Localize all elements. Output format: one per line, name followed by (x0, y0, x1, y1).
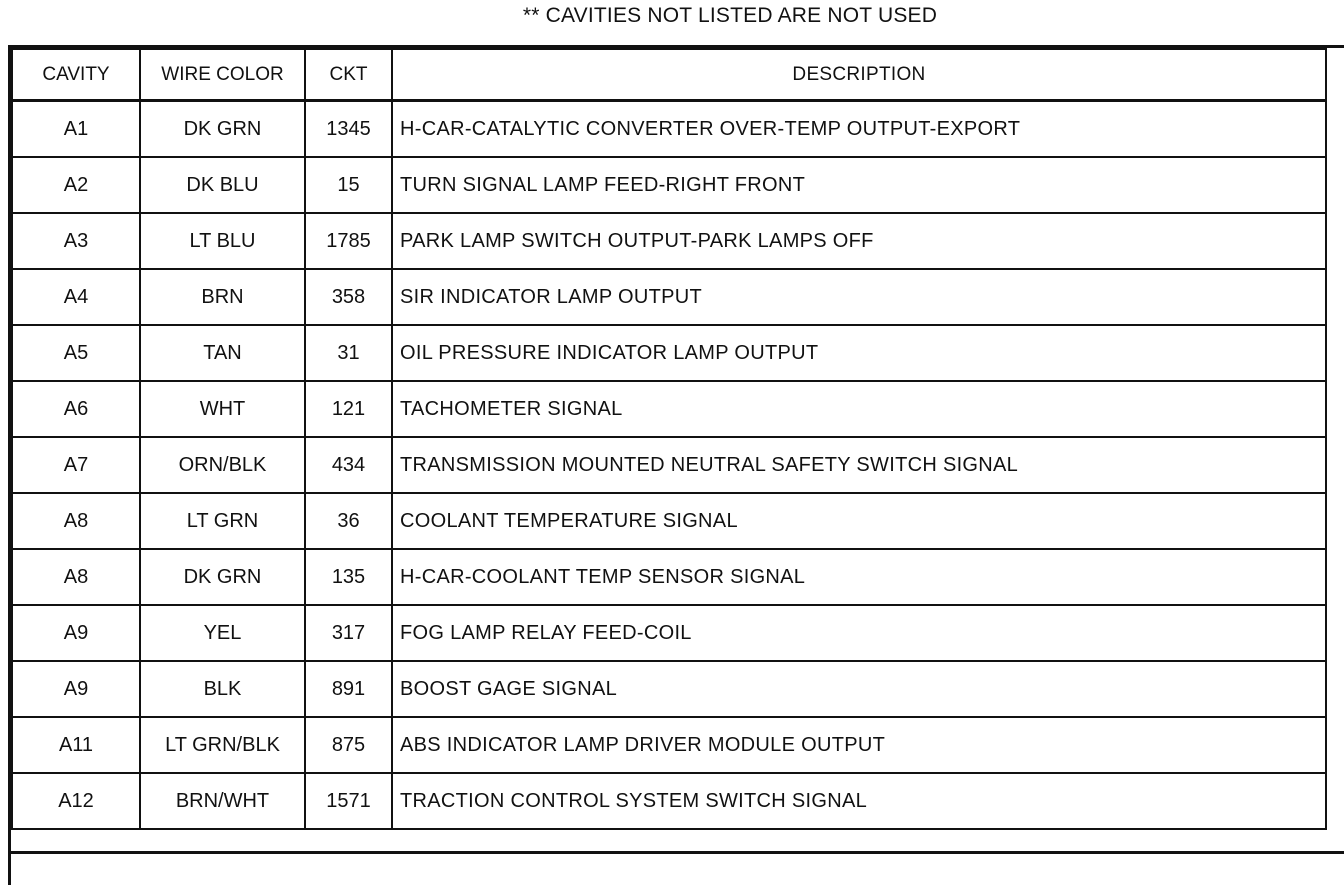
header-wire-color: WIRE COLOR (140, 49, 305, 101)
table-row (12, 381, 1326, 437)
cell-wire-color: DK GRN (140, 101, 305, 158)
header-description: DESCRIPTION (392, 49, 1326, 101)
cell-ckt: 1345 (305, 101, 392, 158)
cell-cavity: A1 (12, 101, 140, 158)
cell-cavity: A3 (12, 213, 140, 269)
cell-wire-color: BRN (140, 269, 305, 325)
table-row (12, 549, 1326, 605)
table-row (12, 101, 1326, 158)
cell-wire-color: YEL (140, 605, 305, 661)
cell-description: TURN SIGNAL LAMP FEED-RIGHT FRONT (392, 157, 1326, 213)
cell-cavity: A9 (12, 605, 140, 661)
cell-description: ABS INDICATOR LAMP DRIVER MODULE OUTPUT (392, 717, 1326, 773)
table-header-row (12, 49, 1326, 101)
cell-cavity: A11 (12, 717, 140, 773)
cell-wire-color: BLK (140, 661, 305, 717)
cell-ckt: 121 (305, 381, 392, 437)
cell-ckt: 31 (305, 325, 392, 381)
cell-wire-color: LT GRN (140, 493, 305, 549)
cell-ckt: 875 (305, 717, 392, 773)
cell-wire-color: DK BLU (140, 157, 305, 213)
table-row (12, 773, 1326, 829)
cell-description: TRANSMISSION MOUNTED NEUTRAL SAFETY SWITCH SIGNAL (392, 437, 1326, 493)
cell-ckt: 36 (305, 493, 392, 549)
cell-description: SIR INDICATOR LAMP OUTPUT (392, 269, 1326, 325)
cell-ckt: 135 (305, 549, 392, 605)
table-row (12, 605, 1326, 661)
cell-wire-color: WHT (140, 381, 305, 437)
cell-cavity: A7 (12, 437, 140, 493)
cell-description: FOG LAMP RELAY FEED-COIL (392, 605, 1326, 661)
cell-cavity: A8 (12, 549, 140, 605)
table-row (12, 493, 1326, 549)
cell-description: TRACTION CONTROL SYSTEM SWITCH SIGNAL (392, 773, 1326, 829)
cell-ckt: 891 (305, 661, 392, 717)
cell-description: BOOST GAGE SIGNAL (392, 661, 1326, 717)
cell-ckt: 434 (305, 437, 392, 493)
cell-wire-color: TAN (140, 325, 305, 381)
cell-cavity: A6 (12, 381, 140, 437)
table-bottom-rule (11, 851, 1344, 854)
cell-description: COOLANT TEMPERATURE SIGNAL (392, 493, 1326, 549)
cell-description: PARK LAMP SWITCH OUTPUT-PARK LAMPS OFF (392, 213, 1326, 269)
cell-description: H-CAR-COOLANT TEMP SENSOR SIGNAL (392, 549, 1326, 605)
table-row (12, 325, 1326, 381)
cell-wire-color: BRN/WHT (140, 773, 305, 829)
cell-cavity: A9 (12, 661, 140, 717)
cell-cavity: A8 (12, 493, 140, 549)
cell-wire-color: DK GRN (140, 549, 305, 605)
cell-cavity: A2 (12, 157, 140, 213)
cavities-note: ** CAVITIES NOT LISTED ARE NOT USED (522, 4, 938, 27)
cell-ckt: 317 (305, 605, 392, 661)
cell-description: OIL PRESSURE INDICATOR LAMP OUTPUT (392, 325, 1326, 381)
cell-description: H-CAR-CATALYTIC CONVERTER OVER-TEMP OUTPUT-EXPORT (392, 101, 1326, 158)
cell-wire-color: LT BLU (140, 213, 305, 269)
cell-wire-color: ORN/BLK (140, 437, 305, 493)
cell-cavity: A4 (12, 269, 140, 325)
cell-cavity: A12 (12, 773, 140, 829)
table-row (12, 437, 1326, 493)
table-row (12, 157, 1326, 213)
table-row (12, 717, 1326, 773)
cell-ckt: 1571 (305, 773, 392, 829)
cell-ckt: 358 (305, 269, 392, 325)
cell-ckt: 1785 (305, 213, 392, 269)
cell-ckt: 15 (305, 157, 392, 213)
table-row (12, 661, 1326, 717)
header-ckt: CKT (305, 49, 392, 101)
cell-cavity: A5 (12, 325, 140, 381)
cell-wire-color: LT GRN/BLK (140, 717, 305, 773)
table-row (12, 213, 1326, 269)
connector-cavity-table (11, 48, 1327, 830)
table-row (12, 269, 1326, 325)
header-cavity: CAVITY (12, 49, 140, 101)
cell-description: TACHOMETER SIGNAL (392, 381, 1326, 437)
